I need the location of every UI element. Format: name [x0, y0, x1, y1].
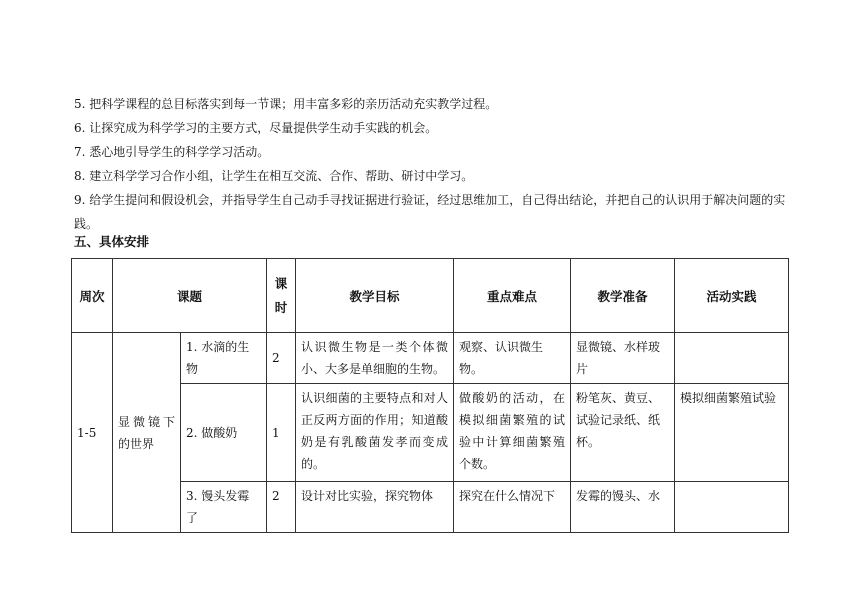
- goal-cell: 认识微生物是一类个体微小、大多是单细胞的生物。: [296, 333, 454, 384]
- lesson-cell: 3. 馒头发霉了: [181, 482, 267, 533]
- goal-cell: 认识细菌的主要特点和对人正反两方面的作用；知道酸奶是有乳酸菌发孝而变成的。: [296, 384, 454, 482]
- paragraph-6: 6. 让探究成为科学学习的主要方式，尽量提供学生动手实践的机会。: [74, 121, 438, 135]
- header-goal: 教学目标: [296, 259, 454, 333]
- key-points-cell: 探究在什么情况下: [454, 482, 571, 533]
- paragraph-7: 7. 悉心地引导学生的科学学习活动。: [74, 145, 270, 159]
- unit-cell: 显微镜下的世界: [113, 333, 181, 533]
- header-activity: 活动实践: [675, 259, 789, 333]
- paragraph-5: 5. 把科学课程的总目标落实到每一节课；用丰富多彩的亲历活动充实教学过程。: [74, 97, 498, 111]
- table-header-row: [72, 259, 789, 333]
- table-row: [72, 333, 789, 384]
- prep-cell: 粉笔灰、黄豆、试验记录纸、纸杯。: [571, 384, 675, 482]
- header-topic: 课题: [113, 259, 267, 333]
- lesson-cell: 2. 做酸奶: [181, 384, 267, 482]
- header-week: 周次: [72, 259, 113, 333]
- schedule-table: [71, 258, 789, 533]
- section-heading: 五、具体安排: [74, 234, 150, 249]
- key-points-cell: 观察、认识微生物。: [454, 333, 571, 384]
- header-prep: 教学准备: [571, 259, 675, 333]
- activity-cell: [675, 482, 789, 533]
- hours-cell: 2: [267, 482, 296, 533]
- week-range-cell: 1-5: [72, 333, 113, 533]
- activity-cell: 模拟细菌繁殖试验: [675, 384, 789, 482]
- hours-cell: 2: [267, 333, 296, 384]
- prep-cell: 显微镜、水样玻片: [571, 333, 675, 384]
- key-points-cell: 做酸奶的活动，在模拟细菌繁殖的试验中计算细菌繁殖个数。: [454, 384, 571, 482]
- prep-cell: 发霉的馒头、水: [571, 482, 675, 533]
- lesson-cell: 1. 水滴的生物: [181, 333, 267, 384]
- header-key-points: 重点难点: [454, 259, 571, 333]
- paragraph-9: 9. 给学生提问和假设机会，并指导学生自己动手寻找证据进行验证，经过思维加工，自己得出结论，并把自己的认识用于解决问题的实践。: [74, 193, 786, 231]
- header-hours: 课时: [267, 259, 296, 333]
- paragraph-8: 8. 建立科学学习合作小组，让学生在相互交流、合作、帮助、研讨中学习。: [74, 169, 474, 183]
- goal-cell: 设计对比实验，探究物体: [296, 482, 454, 533]
- activity-cell: [675, 333, 789, 384]
- hours-cell: 1: [267, 384, 296, 482]
